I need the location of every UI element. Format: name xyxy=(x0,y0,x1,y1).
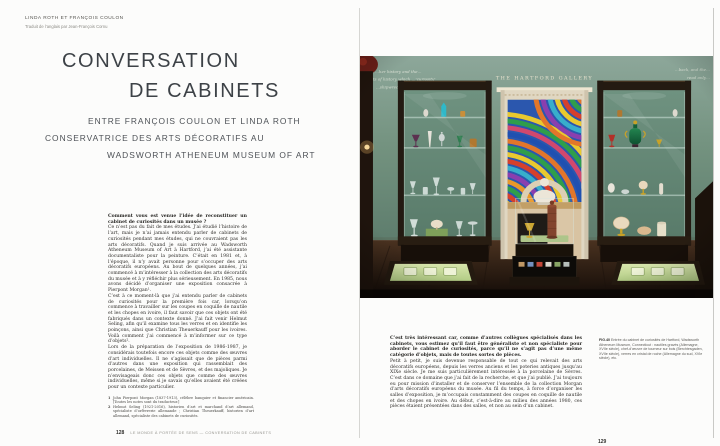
page-footer-left xyxy=(116,430,271,436)
article-text-column xyxy=(108,214,247,391)
body-paragraph-right: Petit à petit, je suis devenue responsable de tout ce qui relevait des arts décoratifs européens, depuis les verres anciens et les poteries antiques jusqu’au XIXe siècle. Je me suis particulièrement intéressée à la porcelaine de Sèvres. C’est dans ce domaine que j’ai fait de la recherche, et que j’ai publié. J’ai toujours eu pour mission d’installer et de conserver l’ensemble de la collection Morgan d’arts décoratifs européens du musée. Au fil du temps, à force d’organiser les salles d’exposition, je m’occupais constamment des coupes en coquille de nautile et des chopes en ivoire. Au début, c’est-à-dire au milieu des années 1980, ces pièces étaient présentées dans des salles, et non au sein d’un cabinet. xyxy=(390,358,582,410)
footnote-number: 1 xyxy=(108,396,111,400)
page-title-line1: CONVERSATION xyxy=(62,50,240,72)
body-paragraph-1: Ce n’est pas du fait de mes études. J’ai étudié l’histoire de l’art, mais je n’ai jamais entendu parler de cabinets de curiosités pendant mes études, qui ne couvraient pas les arts décoratifs. Quand je suis arrivée au Wadsworth Atheneum Museum of Art à Hartford, j’ai été assistante documentaliste pour la peinture. C’était en 1981 et, à l’époque, il n’y avait personne pour s’occuper des arts décoratifs européens. Au bout de quelques années, j’ai commencé à m’intéresser à la collection des arts décoratifs du musée et à y réfléchir plus sérieusement. En 1985, nous avons décidé d’organiser une exposition consacrée à Pierpont Morgan¹. xyxy=(108,225,247,294)
subtitle-line3: WADSWORTH ATHENEUM MUSEUM OF ART xyxy=(107,150,316,160)
footnotes-block xyxy=(108,396,254,418)
footnote-number: 2 xyxy=(108,404,111,409)
translation-note: Traduit de l’anglais par Jean-François Cornu xyxy=(25,24,108,29)
footnote-text: John Pierpont Morgan (1837-1913), célèbre banquier et financier américain. [Toutes les notes sont du traducteur.] xyxy=(113,396,254,405)
footnote-2 xyxy=(108,405,254,418)
gallery-photo xyxy=(360,56,713,298)
body-paragraph-2: C’est à ce moment-là que j’ai entendu parler de cabinets de curiosités pour la première fois car, lorsqu’on commence à travailler sur les coupes en coquille de nautile et les chopes en ivoire, il faut savoir que ces objets ont été fabriqués dans un contexte donné. J’ai fait venir Helmut Seling, afin qu’il examine tous les verres et en identifie les poinçons, ainsi que Christian Theuerkauff pour les ivoires. Voilà comment j’ai commencé à m’informer sur ce type d’objets². xyxy=(108,293,247,345)
caption-text: Entrée du cabinet de curiosités de Hartford, Wadsworth Atheneum Museum, Connecticut : nautiles gravés (Allemagne, XVIIe siècle), chef-d’œuvre de tourneur sur bois (Berchtesgaden, XVIIe siècle), verres en cristal de roche (Allemagne du sud, XVIe siècle), etc. xyxy=(599,338,703,360)
caption-fig-label: FIG.40 xyxy=(599,338,610,342)
body-paragraph-3: Lors de la préparation de l’exposition de 1986-1987, je considérais toutefois encore ces objets comme des œuvres d’art individuelles. Il ne s’agissait que de pièces parmi d’autres dans une exposition qui rassemblait des porcelaines, de Meissen et de Sèvres, et des majoliques. Je n’envisageais donc ces objets que comme des œuvres individuelles, même si je savais qu’elles avaient été créées pour un contexte particulier. xyxy=(108,345,247,391)
page-footer-right xyxy=(598,430,606,446)
photo-caption xyxy=(599,338,705,361)
interview-question-right: C’est très intéressant car, comme d’autres collègues spécialisés dans les cabinets, vous estimez qu’il faut être généraliste et non spécialiste pour aborder le cabinet de curiosités, parce qu’il ne s’agit pas d’une même catégorie d’objets, mais de toutes sortes de pièces. xyxy=(390,336,582,359)
page-title-line2: DE CABINETS xyxy=(129,80,280,102)
author-kicker: LINDA ROTH ET FRANÇOIS COULON xyxy=(25,16,124,21)
footer-page-number: 128 xyxy=(116,430,125,436)
footer-page-number: 129 xyxy=(598,439,607,445)
interview-question: Comment vous est venue l’idée de reconstituer un cabinet de curiosités dans un musée ? xyxy=(108,214,247,225)
vignette xyxy=(360,56,713,298)
footnote-1 xyxy=(108,396,254,405)
footer-book-title: LE MONDE À PORTÉE DE SENS — CONVERSATION DE CABINETS xyxy=(130,431,272,435)
subtitle-line2: CONSERVATRICE DES ARTS DÉCORATIFS AU xyxy=(45,133,265,143)
subtitle-line1: ENTRE FRANÇOIS COULON ET LINDA ROTH xyxy=(88,116,301,126)
footnote-text: Helmut Seling (1921-2016), historien d’art et marchand d’art allemand, spécialiste d’orfèvrerie allemande ; Christian Theuerkauff, historien d’art allemand, spécialiste des cabinets de curiosités. xyxy=(113,404,254,418)
article-text-column-right xyxy=(390,336,582,410)
page-edge-line xyxy=(713,8,714,438)
right-page xyxy=(360,0,720,446)
gallery-photo-scene xyxy=(360,56,713,298)
